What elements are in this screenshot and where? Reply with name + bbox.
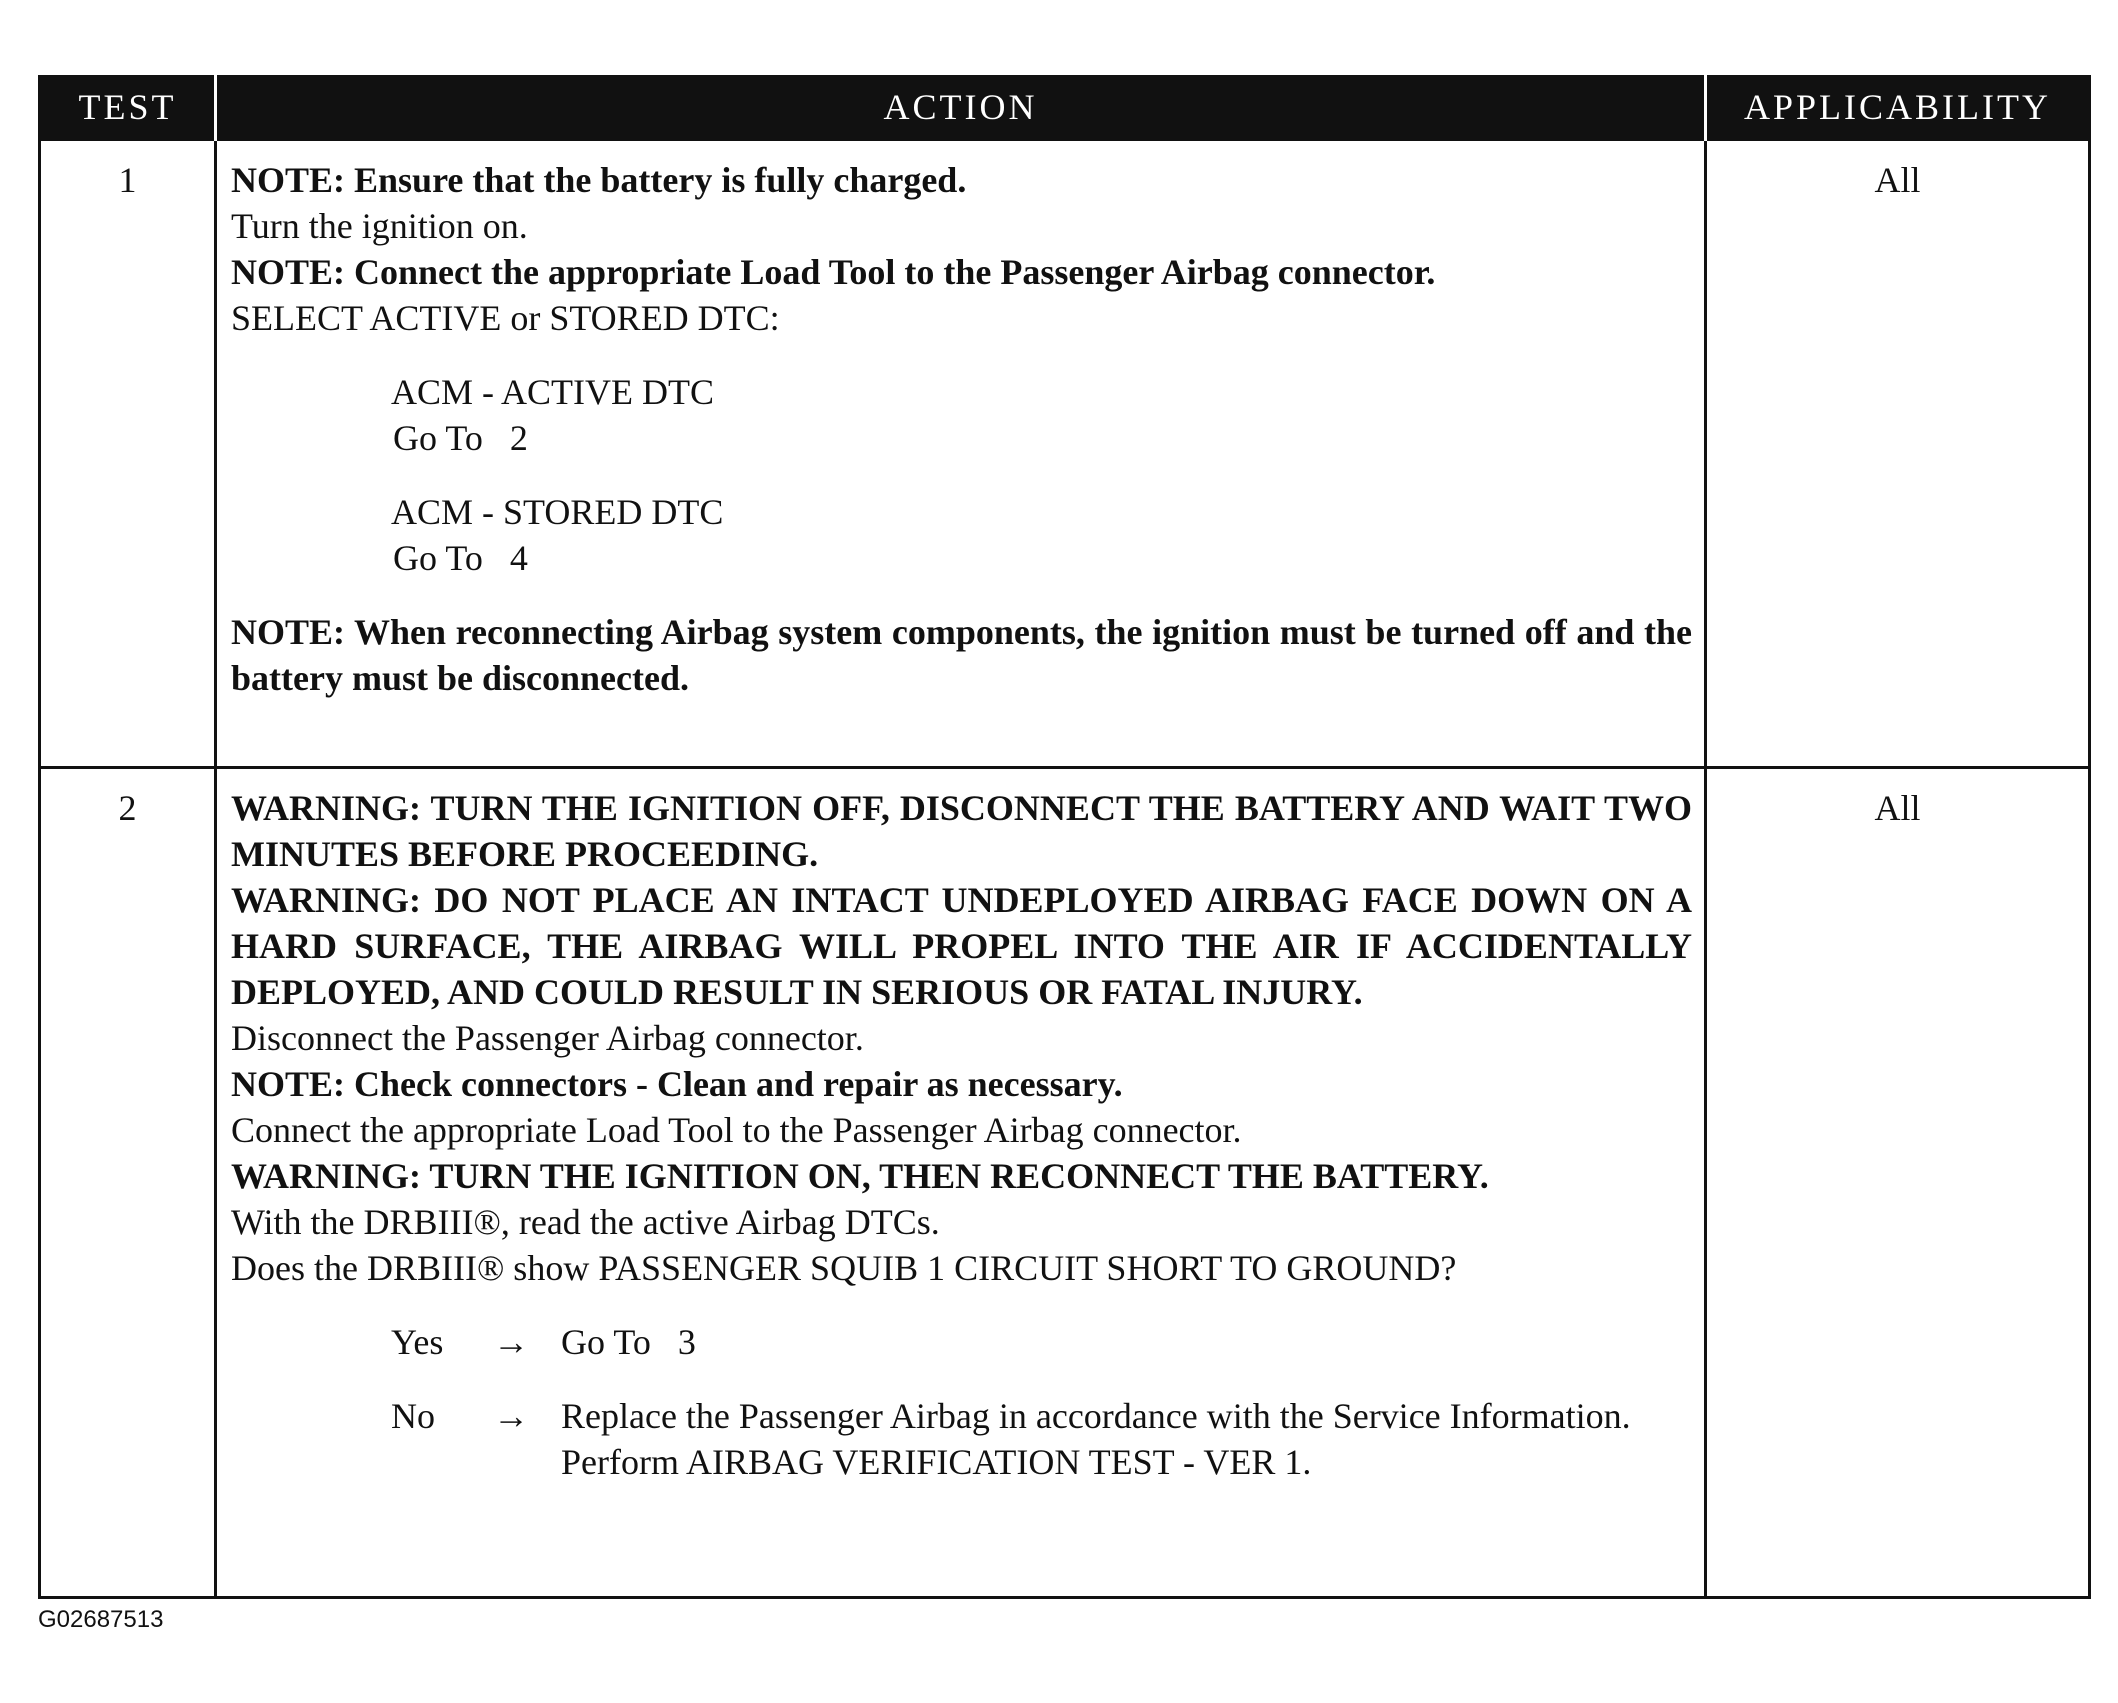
branch-yes-goto: Go To 3: [561, 1322, 696, 1362]
branch-yes-label: Yes: [391, 1322, 444, 1362]
test-number: 1: [40, 140, 216, 768]
warning-undeployed-airbag: WARNING: DO NOT PLACE AN INTACT UNDEPLOYED AIRBAG FACE DOWN ON A HARD SURFACE, THE AIRBAG WILL PROPEL INTO THE AIR IF ACCIDENTALLY DEPLOYED, AND COULD RESULT IN SERIOUS OR FATAL INJURY.: [231, 880, 1692, 1012]
step-ignition-on: Turn the ignition on.: [231, 206, 528, 246]
applicability-cell: All: [1706, 768, 2090, 1598]
arrow-right-icon: →: [493, 1322, 529, 1362]
test-number: 2: [40, 768, 216, 1598]
warning-ignition-off: WARNING: TURN THE IGNITION OFF, DISCONNECT THE BATTERY AND WAIT TWO MINUTES BEFORE PROCEEDING.: [231, 788, 1692, 874]
branch-no-replace: Replace the Passenger Airbag in accordance with the Service Information.: [561, 1396, 1631, 1436]
note-connect-load-tool: NOTE: Connect the appropriate Load Tool to the Passenger Airbag connector.: [231, 252, 1436, 292]
branch-no-verify: Perform AIRBAG VERIFICATION TEST - VER 1.: [561, 1442, 1312, 1482]
table-header-row: [40, 75, 2090, 140]
note-reconnecting: NOTE: When reconnecting Airbag system components, the ignition must be turned off and the battery must be disconnected.: [231, 612, 1692, 698]
applicability-cell: All: [1706, 140, 2090, 768]
figure-id-caption: G02687513: [38, 1606, 164, 1633]
table-row: [40, 768, 2090, 1598]
table-row: [40, 140, 2090, 768]
branch-yes: [231, 1319, 1692, 1365]
header-applicability: APPLICABILITY: [1706, 75, 2090, 140]
header-action: ACTION: [216, 75, 1706, 140]
warning-ignition-on: WARNING: TURN THE IGNITION ON, THEN RECONNECT THE BATTERY.: [231, 1156, 1489, 1196]
question-squib-short: Does the DRBIII® show PASSENGER SQUIB 1 CIRCUIT SHORT TO GROUND?: [231, 1248, 1457, 1288]
note-battery-charged: NOTE: Ensure that the battery is fully charged.: [231, 160, 967, 200]
arrow-right-icon: →: [493, 1396, 529, 1436]
action-cell: [216, 768, 1706, 1598]
note-check-connectors: NOTE: Check connectors - Clean and repair as necessary.: [231, 1064, 1123, 1104]
diagnostic-test-table: [38, 75, 2091, 1599]
option-stored-dtc: ACM - STORED DTC: [391, 492, 724, 532]
step-disconnect-connector: Disconnect the Passenger Airbag connector.: [231, 1018, 864, 1058]
action-cell: [216, 140, 1706, 768]
step-read-dtcs: With the DRBIII®, read the active Airbag DTCs.: [231, 1202, 940, 1242]
branch-no-label: No: [391, 1396, 435, 1436]
header-test: TEST: [40, 75, 216, 140]
option-active-dtc: ACM - ACTIVE DTC: [391, 372, 714, 412]
diagnostic-table-container: [38, 75, 2088, 1599]
step-connect-load-tool: Connect the appropriate Load Tool to the Passenger Airbag connector.: [231, 1110, 1242, 1150]
branch-no: [231, 1393, 1692, 1485]
step-select-dtc: SELECT ACTIVE or STORED DTC:: [231, 298, 780, 338]
goto-stored: Go To 4: [393, 538, 528, 578]
goto-active: Go To 2: [393, 418, 528, 458]
branch-no-text: [561, 1393, 1692, 1485]
